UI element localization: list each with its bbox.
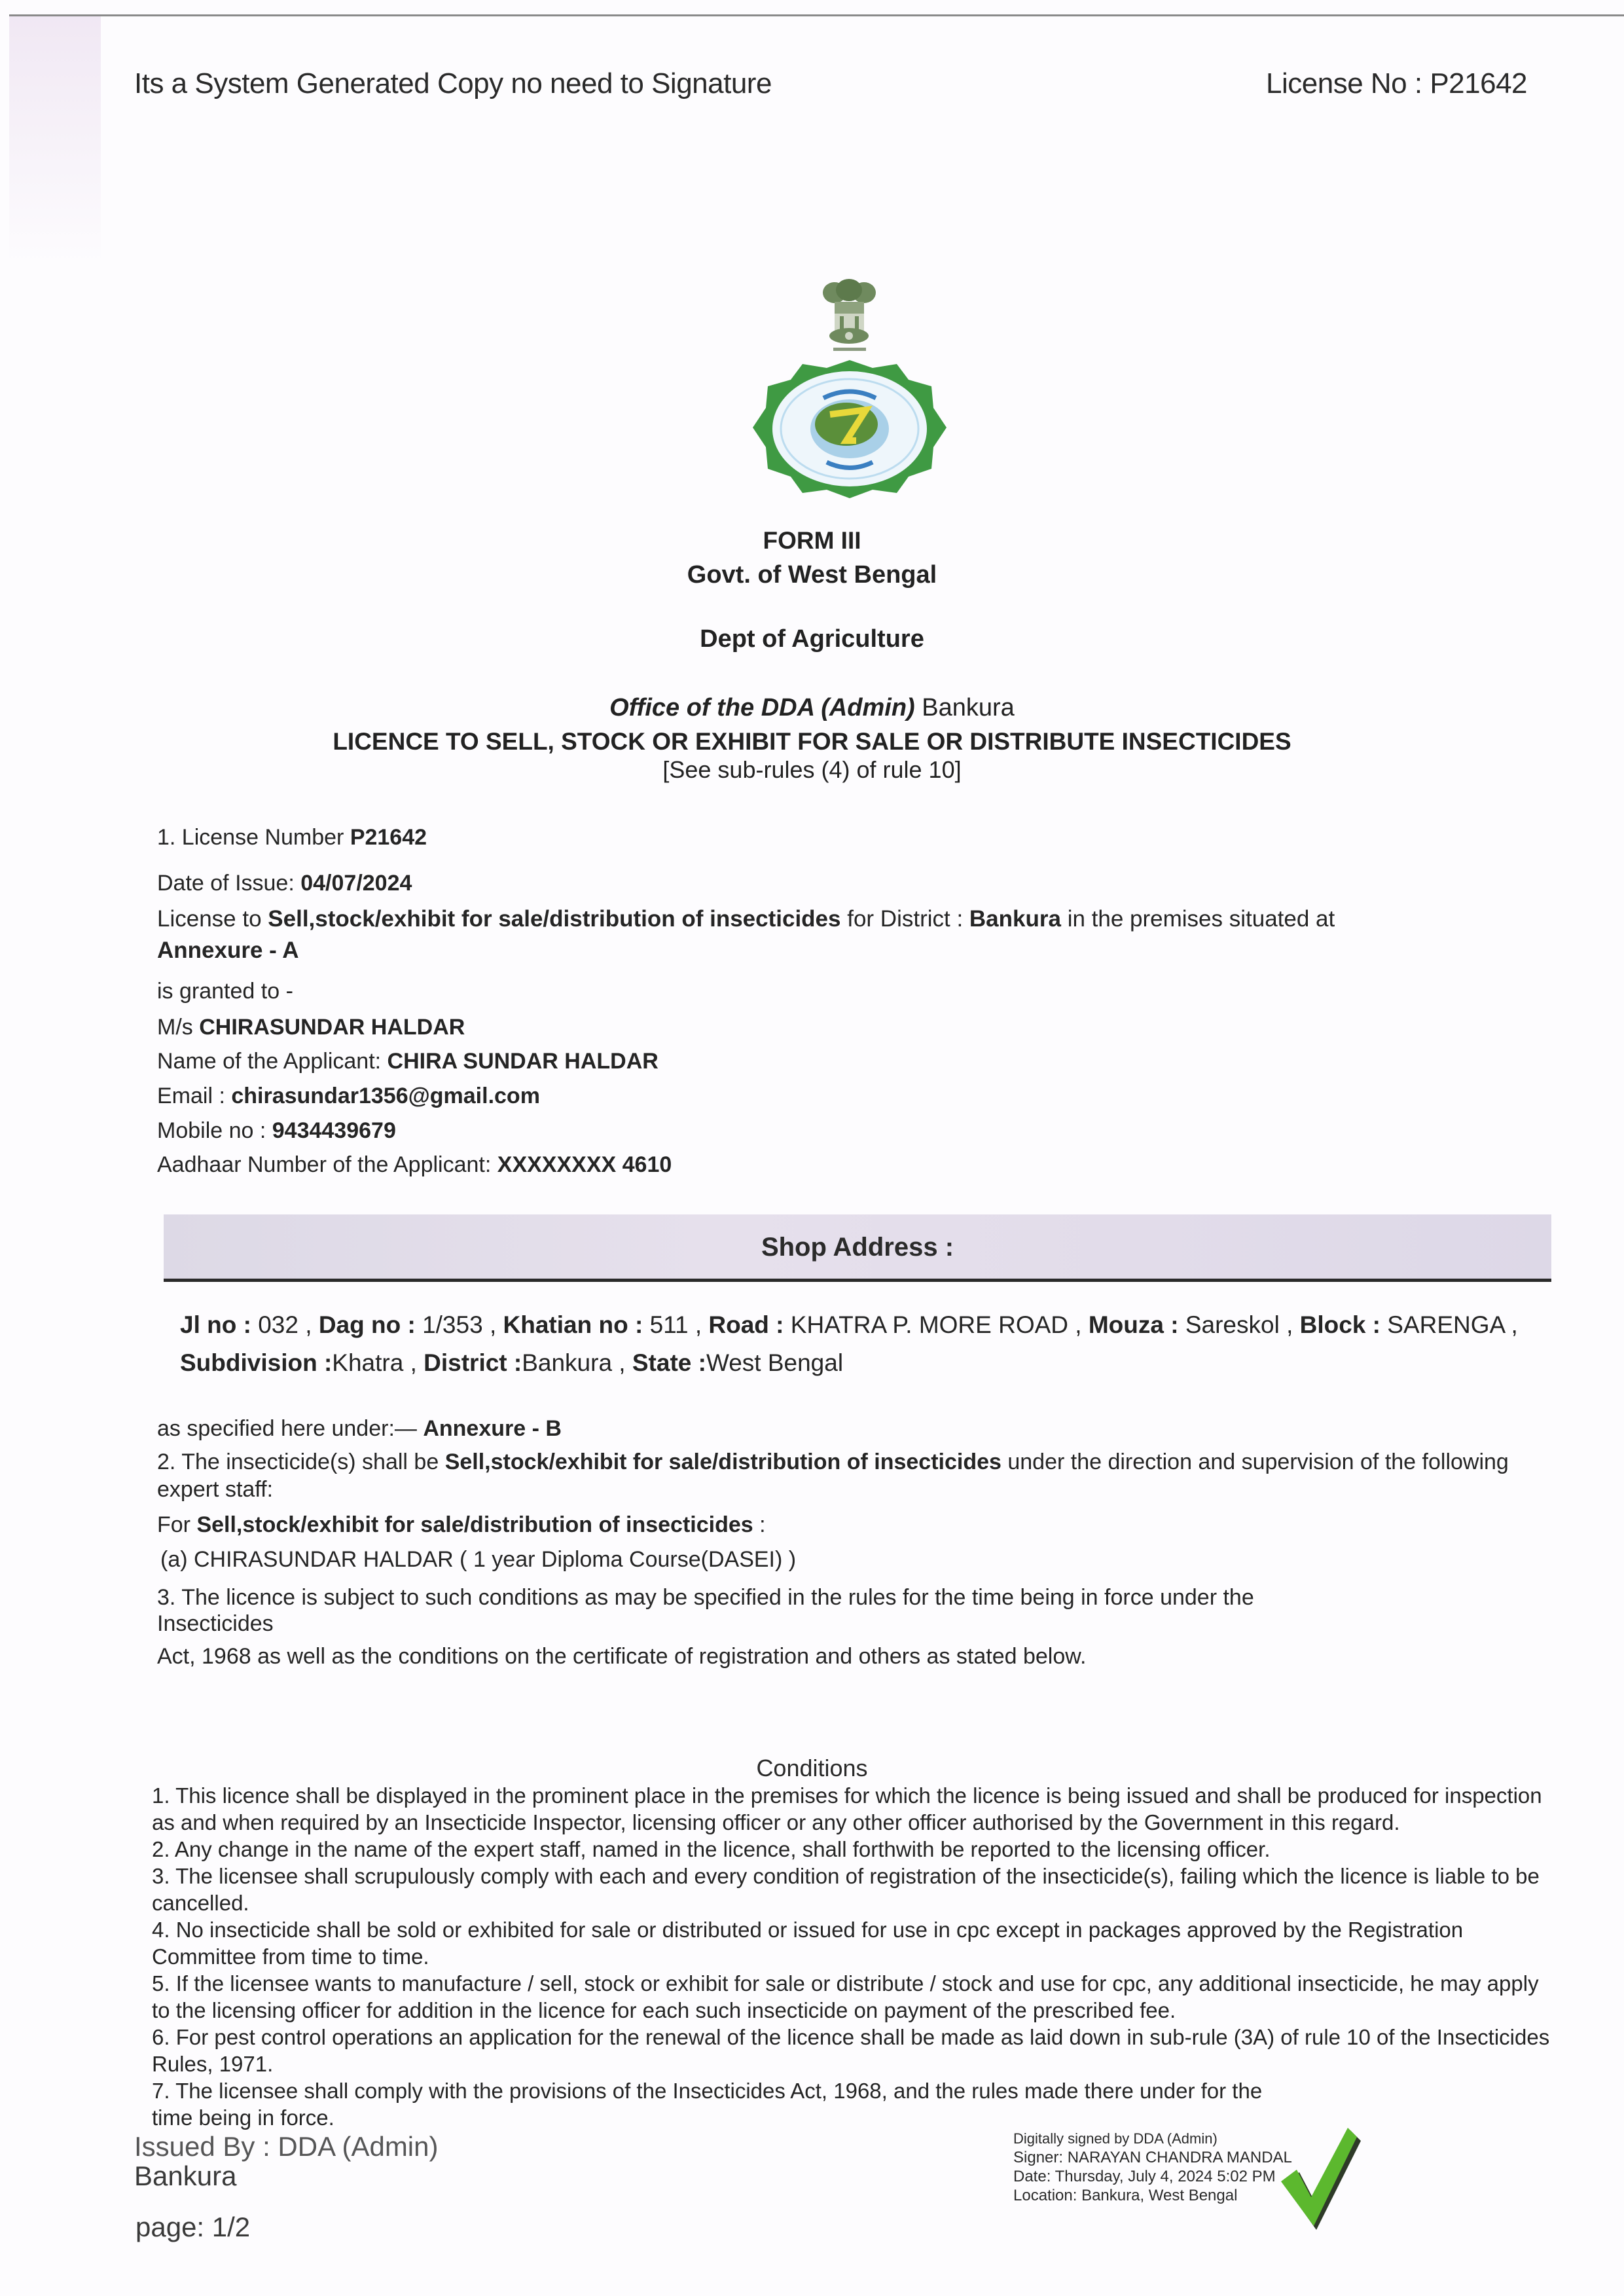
annexure-b-line <box>157 1413 562 1444</box>
email-value: chirasundar1356@gmail.com <box>231 1084 540 1108</box>
applicant-line <box>157 1046 659 1077</box>
block-label: Block : <box>1299 1311 1388 1338</box>
office-name: Office of the DDA (Admin) <box>609 694 915 721</box>
separator: , <box>612 1349 632 1376</box>
address-district-label: District : <box>424 1349 522 1376</box>
ms-label: M/s <box>157 1015 200 1040</box>
signer-name: Signer: NARAYAN CHANDRA MANDAL <box>1013 2149 1292 2166</box>
separator: , <box>403 1349 424 1376</box>
aadhaar-label: Aadhaar Number of the Applicant: <box>157 1152 497 1177</box>
separator: , <box>482 1311 503 1338</box>
road-label: Road : <box>708 1311 791 1338</box>
premises-text: in the premises situated at <box>1060 906 1335 932</box>
govt-title: Govt. of West Bengal <box>687 561 937 589</box>
date-of-issue-line <box>157 867 412 899</box>
issued-by: Issued By : DDA (Admin) <box>134 2131 439 2162</box>
para3-line3: Act, 1968 as well as the conditions on the certificate of registration and others as stated below. <box>157 1644 1087 1669</box>
expert-staff-paragraph <box>157 1448 1564 1503</box>
specified-text: as specified here under:— <box>157 1416 424 1441</box>
separator: , <box>298 1311 319 1338</box>
firm-name: CHIRASUNDAR HALDAR <box>199 1015 465 1040</box>
header-license-number <box>1266 67 1527 100</box>
state-value: West Bengal <box>706 1349 844 1376</box>
license-to-label: License to <box>157 906 268 932</box>
state-label: State : <box>632 1349 706 1376</box>
condition-item: 5. If the licensee wants to manufacture / sell, stock or exhibit for sale or distribute / stock and use for cpc, any additional insecticide, he may apply to the licensing officer for addition in the licence for each such insecticide on payment of the prescribed fee. <box>152 1971 1539 2022</box>
signature-location: Location: Bankura, West Bengal <box>1013 2187 1238 2204</box>
license-no-value: P21642 <box>1430 67 1528 100</box>
shop-address-banner <box>164 1214 1551 1282</box>
conditions-list <box>152 1782 1559 2131</box>
condition-item: 3. The licensee shall scrupulously comply with each and every condition of registration of the insecticide(s), failing which the licence is liable to be cancelled. <box>152 1864 1540 1915</box>
licence-title: LICENCE TO SELL, STOCK OR EXHIBIT FOR SALE OR DISTRIBUTE INSECTICIDES <box>333 728 1291 755</box>
license-number-value: P21642 <box>350 825 427 850</box>
for-district-label: for District : <box>840 906 969 932</box>
granted-to-text: is granted to - <box>157 979 293 1004</box>
subdivision-value: Khatra <box>332 1349 404 1376</box>
ashoka-emblem-icon <box>815 278 884 357</box>
office-title <box>0 694 1624 722</box>
expert-staff-entry: (a) CHIRASUNDAR HALDAR ( 1 year Diploma Course(DASEI) ) <box>160 1547 797 1572</box>
annexure-a: Annexure - A <box>157 938 299 963</box>
condition-item: 2. Any change in the name of the expert staff, named in the licence, shall forthwith be reported to the licensing officer. <box>152 1837 1271 1861</box>
para2-start: 2. The insecticide(s) shall be <box>157 1449 445 1474</box>
mouza-label: Mouza : <box>1088 1311 1185 1338</box>
email-label: Email : <box>157 1084 232 1108</box>
jl-label: Jl no : <box>180 1311 259 1338</box>
condition-item: 4. No insecticide shall be sold or exhibited for sale or distributed or issued for use in cpc except in packages approved by the Registration Committee from time to time. <box>152 1918 1464 1969</box>
condition-item: 7. The licensee shall comply with the provisions of the Insecticides Act, 1968, and the rules made there under for the time being in force. <box>152 2079 1263 2130</box>
separator: , <box>1504 1311 1518 1338</box>
applicant-label: Name of the Applicant: <box>157 1049 388 1074</box>
block-value: SARENGA <box>1387 1311 1505 1338</box>
date-label: Date of Issue: <box>157 871 301 896</box>
condition-item: 6. For pest control operations an application for the renewal of the licence shall be made as laid down in sub-rule (3A) of rule 10 of the Insecticides Rules, 1971. <box>152 2025 1550 2076</box>
khatian-label: Khatian no : <box>503 1311 650 1338</box>
shop-address-details <box>180 1306 1561 1382</box>
jl-value: 032 <box>258 1311 298 1338</box>
digital-signature-block <box>1013 2129 1292 2205</box>
for-bold: Sell,stock/exhibit for sale/distribution of insecticides <box>196 1512 753 1537</box>
separator: , <box>1279 1311 1300 1338</box>
para3-line2: Insecticides <box>157 1611 274 1636</box>
issuing-place: Bankura <box>134 2160 237 2191</box>
mobile-label: Mobile no : <box>157 1118 272 1143</box>
license-no-label: License No : <box>1266 67 1430 100</box>
for-activity-line <box>157 1509 766 1540</box>
para3-line1: 3. The licence is subject to such conditions as may be specified in the rules for the time being in force under the <box>157 1585 1254 1610</box>
conditions-title: Conditions <box>756 1755 868 1781</box>
aadhaar-value: XXXXXXXX 4610 <box>497 1152 672 1177</box>
page-number: page: 1/2 <box>135 2212 251 2242</box>
page-top-edge <box>9 14 1624 16</box>
form-title: FORM III <box>763 527 861 554</box>
applicant-name: CHIRA SUNDAR HALDAR <box>387 1049 659 1074</box>
west-bengal-seal-icon <box>751 359 948 500</box>
dag-label: Dag no : <box>318 1311 423 1338</box>
license-district: Bankura <box>969 906 1061 932</box>
scan-shadow <box>9 16 101 265</box>
address-district-value: Bankura <box>522 1349 613 1376</box>
shop-address-title: Shop Address : <box>761 1233 954 1262</box>
for-end: : <box>753 1512 766 1537</box>
digitally-signed-by: Digitally signed by DDA (Admin) <box>1013 2130 1218 2147</box>
mobile-value: 9434439679 <box>272 1118 396 1143</box>
dag-value: 1/353 <box>422 1311 483 1338</box>
date-value: 04/07/2024 <box>300 871 412 896</box>
dept-title: Dept of Agriculture <box>700 625 924 653</box>
subdivision-label: Subdivision : <box>180 1349 333 1376</box>
system-generated-note: Its a System Generated Copy no need to Signature <box>134 67 772 100</box>
license-number-line <box>157 822 427 853</box>
mouza-value: Sareskol <box>1185 1311 1280 1338</box>
sub-rule-reference: [See sub-rules (4) of rule 10] <box>662 756 962 783</box>
aadhaar-line <box>157 1149 672 1180</box>
signature-valid-check-icon <box>1280 2126 1362 2231</box>
signature-date: Date: Thursday, July 4, 2024 5:02 PM <box>1013 2168 1276 2185</box>
for-label: For <box>157 1512 197 1537</box>
office-place: Bankura <box>914 694 1015 721</box>
condition-item: 1. This licence shall be displayed in the prominent place in the premises for which the licence is being issued and shall be produced for inspection as and when required by an Insecticide Inspector, licensing officer or any other officer authorised by the Government in this regard. <box>152 1783 1542 1834</box>
mobile-line <box>157 1115 396 1146</box>
annexure-b: Annexure - B <box>423 1416 562 1441</box>
firm-line <box>157 1011 465 1043</box>
road-value: KHATRA P. MORE ROAD <box>790 1311 1069 1338</box>
license-number-label: 1. License Number <box>157 825 350 850</box>
email-line <box>157 1080 540 1112</box>
separator: , <box>1068 1311 1089 1338</box>
license-type: Sell,stock/exhibit for sale/distribution of insecticides <box>268 906 841 932</box>
separator: , <box>688 1311 709 1338</box>
para2-end: under the direction and supervision of the following expert staff: <box>157 1449 1509 1502</box>
para2-bold: Sell,stock/exhibit for sale/distribution of insecticides <box>444 1449 1001 1474</box>
khatian-value: 511 <box>649 1311 689 1338</box>
license-scope-paragraph <box>157 903 1564 966</box>
